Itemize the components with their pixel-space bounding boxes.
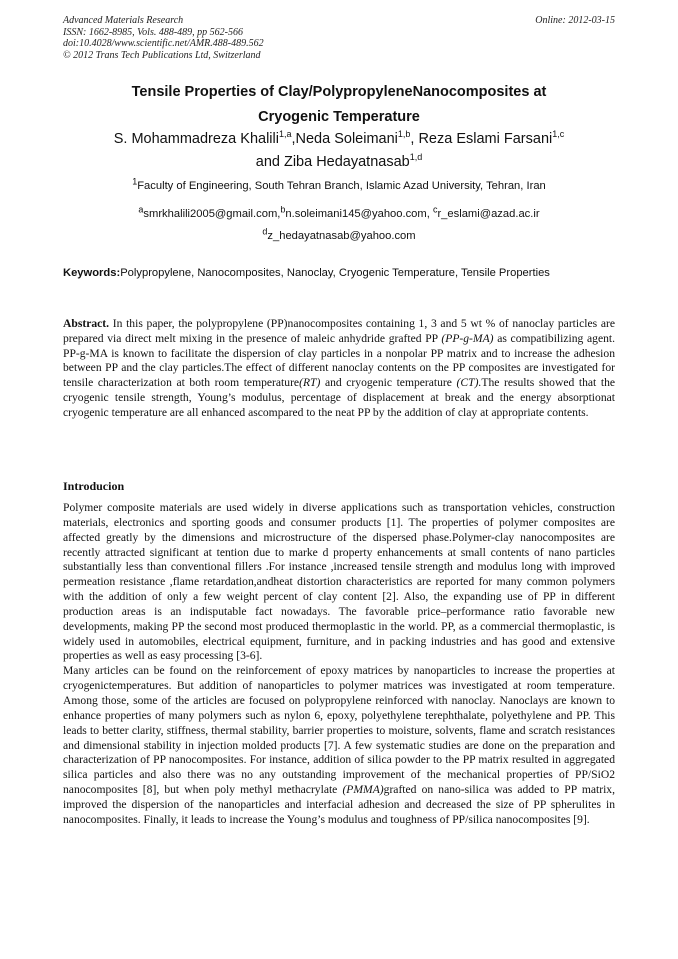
affiliation-text: Faculty of Engineering, South Tehran Branch, Islamic Azad University, Tehran, Iran	[137, 180, 546, 192]
author-affil-mark: 1,b	[397, 129, 411, 140]
email-line-2	[63, 225, 615, 247]
intro-text: grafted on nano-silica was added to PP matrix, improved the dispersion of the nanoparticles and interfacial adhesion and decreased the size of PP spherulites in nanocomposites. Finally, it leads to increase the Young’s modulus and toughness of PP/silica nanocomposites [9].	[63, 783, 615, 826]
author-line-1	[63, 128, 615, 151]
author-affil-mark: 1,a	[278, 129, 292, 140]
author-name: , Reza Eslami Farsani	[410, 131, 553, 147]
email-address: n.soleimani145@yahoo.com,	[285, 208, 430, 220]
abstract-text: The results showed that the cryogenic tensile strength, Young’s modulus, percentage of displacement at break and the energy absorptionat cryogenic temperature are all enhanced ascompared to the neat PP by the addition of clay at appropriate contents.	[63, 376, 616, 419]
email-mark: b	[280, 204, 286, 215]
affiliation-mark: 1	[132, 176, 138, 187]
intro-text: Many articles can be found on the reinforcement of epoxy matrices by nanoparticles to increase the properties at cryogenictemperatures. But addition of nanoparticles to polymer matrices was investigated at room temperature. Among those, some of the articles are focused on polypropylene reinforced with nanoclay. Nanoclays are known to enhance properties of many polymers such as nylon 6, epoxy, polyethylene terephthalate, polyethylene and PP. This leads to better clarity, stiffness, thermal stability, barrier properties to moisture, solvents, flame and scratch resistances and dimensional stability in injection molded products [7]. A few systematic studies are done on the preparation and characterization of PP nanocomposites. For instance, addition of silica powder to the PP matrix resulted in aggregated silica particles and also there was no any outstanding improvement of the mechanical properties of PP/SiO2 nanocomposites [8], but when poly methyl methacrylate	[63, 664, 615, 797]
copyright-line: © 2012 Trans Tech Publications Ltd, Switzerland	[63, 49, 261, 61]
journal-header	[63, 15, 264, 61]
doi-line: doi:10.4028/www.scientific.net/AMR.488-489.562	[63, 38, 264, 49]
abstract-text: In this paper, the polypropylene (PP)nanocomposites containing 1, 3 and 5 wt % of nanoclay particles are prepared via direct melt mixing in the presence of maleic anhydride grafted PP	[63, 317, 615, 345]
introduction-body	[63, 501, 615, 828]
email-address: smrkhalili2005@gmail.com,	[143, 208, 281, 220]
abstract-label: Abstract.	[63, 317, 110, 330]
keywords-text: Polypropylene, Nanocomposites, Nanoclay, Cryogenic Temperature, Tensile Properties	[120, 267, 550, 279]
abstract-text: and cryogenic temperature	[320, 376, 457, 390]
issn-line: ISSN: 1662-8985, Vols. 488-489, pp 562-566	[63, 26, 243, 38]
abstract	[63, 317, 615, 421]
author-affil-mark: 1,d	[409, 152, 423, 163]
email-address: r_eslami@azad.ac.ir	[437, 208, 540, 220]
abstract-italic: (CT).	[456, 376, 482, 390]
author-name: S. Mohammadreza Khalili	[113, 131, 279, 147]
title-line-2: Cryogenic Temperature	[258, 109, 420, 125]
abstract-italic: (RT)	[299, 376, 321, 390]
journal-name: Advanced Materials Research	[63, 15, 184, 26]
paper-title	[63, 80, 615, 130]
online-date: Online: 2012-03-15	[535, 15, 615, 26]
email-mark: d	[262, 226, 268, 237]
email-mark: c	[432, 204, 438, 215]
keywords	[63, 266, 615, 281]
author-name: and Ziba Hedayatnasab	[255, 154, 410, 170]
author-line-2	[63, 151, 615, 174]
author-affil-mark: 1,c	[552, 129, 565, 140]
intro-italic: (PMMA)	[342, 783, 384, 797]
author-name: ,Neda Soleimani	[291, 131, 398, 147]
affiliation	[63, 176, 615, 192]
intro-paragraph-2	[63, 664, 615, 827]
author-list	[63, 128, 615, 174]
email-address: z_hedayatnasab@yahoo.com	[267, 230, 416, 242]
section-heading: Introducion	[63, 479, 125, 493]
intro-paragraph-1: Polymer composite materials are used widely in diverse applications such as transportation vehicles, construction materials, electronics and sporting goods and consumer products [1]. The properties of polymer composites are affected greatly by the dimensions and microstructure of the dispersed phase.Polymer-clay nanocomposites are recently attracted significant at tention due to marke d property enhancements at small contents of nano particles substantially less than conventional fillers .For instance ,increased tensile strength and modulus long with improved permeation resistance ,flame retardation,andheat distortion characteristics are reported for many common polymers with the addition of only a few weight percent of clay content [2]. Also, the expanding use of PP in different production areas is an indisputable fact nowadays. The favorable price–performance ratio favorable new developments, making PP the second most produced thermoplastic in the world. PP, as a commercial thermoplastic, is widely used in automobiles, electrical equipment, furniture, and in packing industries and has good and extensive properties as well as easy processing [3-6].	[63, 501, 615, 663]
title-line-1: Tensile Properties of Clay/PolypropyleneNanocomposites at	[131, 84, 547, 100]
keywords-label: Keywords:	[63, 267, 121, 279]
abstract-text: as compatibilizing agent. PP-g-MA is known to facilitate the dispersion of clay particles in a nonpolar PP matrix and to increase the adhesion between PP and the clay particles.The effect of different nanoclay contents on the PP composites are investigated for tensile characterization at both room temperature	[63, 331, 616, 390]
email-mark: a	[138, 204, 144, 215]
email-line-1	[63, 203, 615, 225]
email-list	[63, 203, 615, 247]
abstract-italic: (PP-g-MA)	[441, 331, 494, 345]
